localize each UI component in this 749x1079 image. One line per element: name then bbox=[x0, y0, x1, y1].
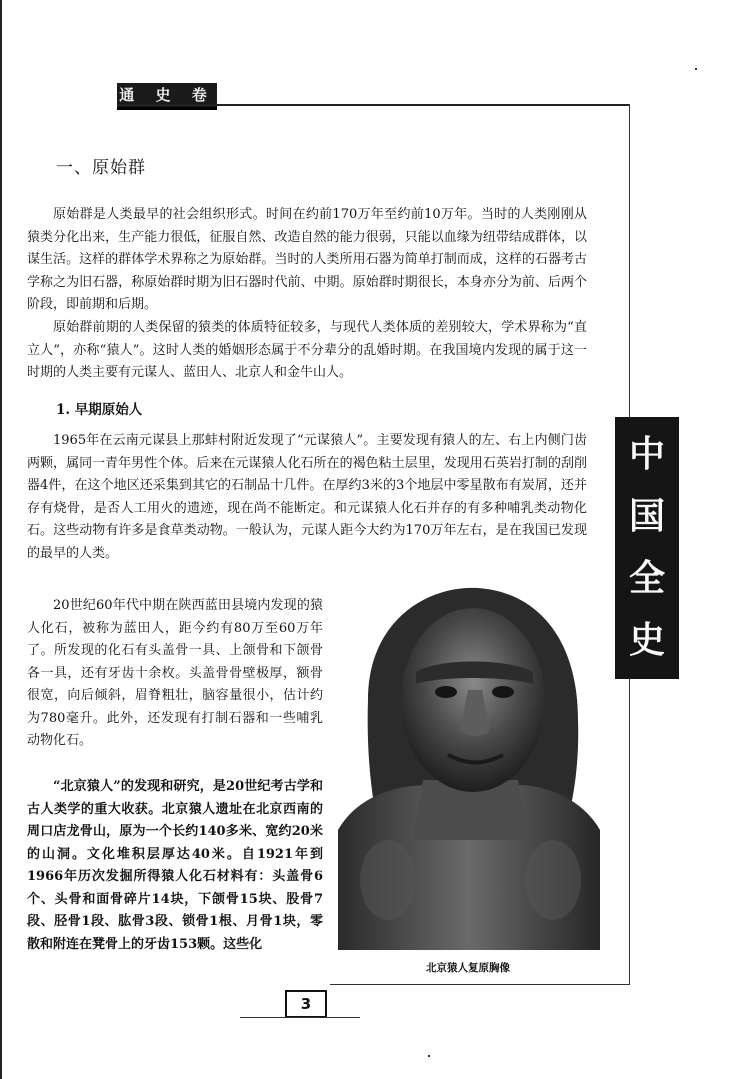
figure-caption: 北京猿人复原胸像 bbox=[426, 962, 510, 974]
paragraph-lantian-man: 20世纪60年代中期在陕西蓝田县境内发现的猿人化石，被称为蓝田人，距今约有80万至60万年了。所发现的化石有头盖骨一具、上颌骨和下颌骨各一具，还有牙齿十余枚。头盖骨骨壁极厚，额骨很宽，向后倾斜，眉脊粗壮，脑容量很小，估计约为780毫升。此外，还发现有打制石器和一些哺乳动物化石。 bbox=[27, 598, 323, 748]
paragraph-homo-erectus: 原始群前期的人类保留的猿类的体质特征较多，与现代人类体质的差别较大，学术界称为“直立人”，亦称“猿人”。这时人类的婚姻形态属于不分辈分的乱婚时期。在我国境内发现的属于这一时期的人类主要有元谋人、蓝田人、北京人和金牛山人。 bbox=[27, 320, 587, 380]
side-tab-book-title bbox=[615, 417, 679, 679]
subsection-title: 1. 早期原始人 bbox=[56, 402, 143, 418]
side-tab-char: 全 bbox=[628, 558, 665, 599]
paragraph-peking-man: “北京猿人”的发现和研究，是20世纪考古学和古人类学的重大收获。北京猿人遗址在北京西南的周口店龙骨山，原为一个长约140多米、宽约20米的山洞。文化堆积层厚达40米。自1921年到1966年历次发掘所得猿人化石材料有：头盖骨6个、头骨和面骨碎片14块，下颌骨15块、股骨7段、胫骨1段、肱骨3段、锁骨1根、月骨1块，零散和附连在凳骨上的牙齿153颗。这些化 bbox=[27, 779, 323, 952]
scan-speck bbox=[428, 1055, 430, 1057]
bust-illustration bbox=[328, 580, 608, 950]
side-tab-char: 中 bbox=[628, 434, 665, 475]
scan-speck bbox=[695, 68, 697, 70]
frame-bottom-rule bbox=[330, 984, 630, 985]
series-label: 通 史 卷 bbox=[119, 86, 215, 104]
page-left-edge bbox=[0, 0, 2, 1079]
paragraph-primitive-group-definition: 原始群是人类最早的社会组织形式。时间在约前170万年至约前10万年。当时的人类刚刚从猿类分化出来，生产能力很低，征服自然、改造自然的能力很弱，只能以血缘为纽带结成群体，以谋生活。这样的群体学术界称之为原始群。当时的人类所用石器为简单打制而成，这样的石器考古学称之为旧石器，称原始群时期为旧石器时代前、中期。原始群时期很长，本身亦分为前、后两个阶段，即前期和后期。 bbox=[27, 207, 587, 312]
paragraph-yuanmou-man: 1965年在云南元谋县上那蚌村附近发现了“元谋猿人”。主要发现有猿人的左、右上内侧门齿两颗，属同一青年男性个体。后来在元谋猿人化石所在的褐色粘土层里，发现用石英岩打制的刮削器4件，在这个地区还采集到其它的石制品十几件。在厚约3米的3个地层中零星散布有炭屑，还并存有烧骨，是否人工用火的遗迹，现在尚不能断定。和元谋猿人化石并存的有多种哺乳类动物化石。这些动物有许多是食草类动物。一般认为，元谋人距今大约为170万年左右，是在我国已发现的最早的人类。 bbox=[27, 433, 587, 561]
side-tab-char: 史 bbox=[628, 620, 665, 661]
page-number: 3 bbox=[285, 990, 327, 1018]
peking-man-bust-figure bbox=[328, 580, 608, 950]
page-number-rule bbox=[240, 1017, 360, 1018]
side-tab-char: 国 bbox=[628, 496, 665, 537]
header-rule bbox=[117, 104, 630, 106]
section-title: 一、原始群 bbox=[56, 158, 146, 178]
